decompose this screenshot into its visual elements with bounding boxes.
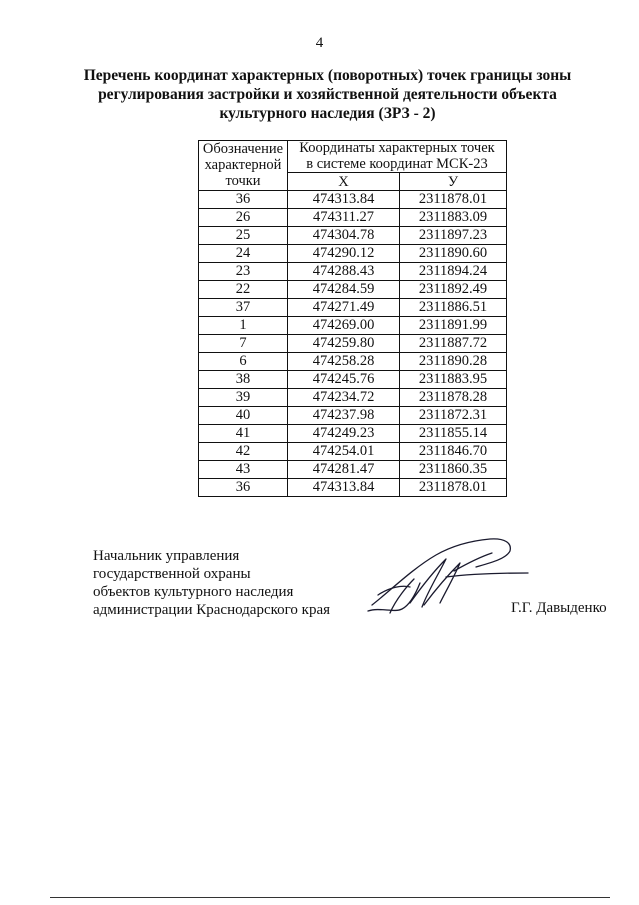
x-cell: 474288.43 — [288, 263, 400, 281]
header-point-line: характерной — [204, 157, 282, 173]
point-cell: 39 — [199, 389, 288, 407]
position-line: объектов культурного наследия — [93, 584, 294, 600]
table-row — [199, 443, 507, 461]
x-cell: 474284.59 — [288, 281, 400, 299]
point-cell: 6 — [199, 353, 288, 371]
y-cell: 2311892.49 — [400, 281, 507, 299]
x-cell: 474290.12 — [288, 245, 400, 263]
x-cell: 474245.76 — [288, 371, 400, 389]
header-point-line: Обозначение — [202, 141, 284, 157]
point-cell: 38 — [199, 371, 288, 389]
table-row — [199, 353, 507, 371]
y-cell: 2311878.01 — [400, 479, 507, 497]
table-row — [199, 263, 507, 281]
y-cell: 2311894.24 — [400, 263, 507, 281]
x-cell: 474254.01 — [288, 443, 400, 461]
point-cell: 40 — [199, 407, 288, 425]
document-title — [80, 66, 575, 123]
point-cell: 36 — [199, 191, 288, 209]
y-cell: 2311883.09 — [400, 209, 507, 227]
point-cell: 7 — [199, 335, 288, 353]
table-row — [199, 389, 507, 407]
point-cell: 36 — [199, 479, 288, 497]
point-cell: 23 — [199, 263, 288, 281]
y-cell: 2311855.14 — [400, 425, 507, 443]
coordinates-table — [198, 140, 507, 497]
point-cell: 43 — [199, 461, 288, 479]
table-row — [199, 335, 507, 353]
x-cell: 474313.84 — [288, 191, 400, 209]
y-cell: 2311886.51 — [400, 299, 507, 317]
x-cell: 474271.49 — [288, 299, 400, 317]
table-row — [199, 245, 507, 263]
x-cell: 474237.98 — [288, 407, 400, 425]
x-cell: 474281.47 — [288, 461, 400, 479]
position-line: администрации Краснодарского края — [93, 602, 331, 618]
point-cell: 25 — [199, 227, 288, 245]
y-cell: 2311890.60 — [400, 245, 507, 263]
point-cell: 41 — [199, 425, 288, 443]
table-row — [199, 191, 507, 209]
x-cell: 474234.72 — [288, 389, 400, 407]
x-cell: 474259.80 — [288, 335, 400, 353]
header-point-line: точки — [225, 173, 261, 189]
x-cell: 474258.28 — [288, 353, 400, 371]
header-x: X — [288, 173, 400, 191]
x-cell: 474249.23 — [288, 425, 400, 443]
table-row — [199, 317, 507, 335]
y-cell: 2311846.70 — [400, 443, 507, 461]
title-line: Перечень координат характерных (поворотных) точек границы зоны — [83, 67, 572, 84]
position-line: Начальник управления — [93, 548, 240, 564]
y-cell: 2311890.28 — [400, 353, 507, 371]
page-number: 4 — [315, 35, 324, 51]
point-cell: 37 — [199, 299, 288, 317]
header-point-designation — [199, 141, 288, 191]
title-line: культурного наследия (ЗРЗ - 2) — [219, 105, 436, 122]
x-cell: 474311.27 — [288, 209, 400, 227]
header-coord-line: в системе координат МСК-23 — [306, 155, 488, 172]
table-row — [199, 209, 507, 227]
table-row — [199, 281, 507, 299]
signer-name: Г.Г. Давыденко — [511, 600, 607, 616]
handwritten-signature-icon — [350, 533, 530, 628]
bottom-divider — [50, 897, 610, 898]
header-coordinates — [288, 141, 507, 173]
y-cell: 2311891.99 — [400, 317, 507, 335]
y-cell: 2311887.72 — [400, 335, 507, 353]
point-cell: 24 — [199, 245, 288, 263]
y-cell: 2311897.23 — [400, 227, 507, 245]
header-coord-line: Координаты характерных точек — [299, 140, 495, 156]
point-cell: 1 — [199, 317, 288, 335]
table-row — [199, 425, 507, 443]
table-body — [199, 191, 507, 497]
title-line: регулирования застройки и хозяйственной деятельности объекта — [98, 86, 557, 103]
table-row — [199, 299, 507, 317]
point-cell: 42 — [199, 443, 288, 461]
table-header-row — [199, 141, 507, 173]
y-cell: 2311878.01 — [400, 191, 507, 209]
y-cell: 2311860.35 — [400, 461, 507, 479]
x-cell: 474313.84 — [288, 479, 400, 497]
table-row — [199, 479, 507, 497]
table-row — [199, 371, 507, 389]
x-cell: 474304.78 — [288, 227, 400, 245]
table-row — [199, 461, 507, 479]
point-cell: 22 — [199, 281, 288, 299]
header-y: У — [400, 173, 507, 191]
position-line: государственной охраны — [93, 566, 251, 582]
point-cell: 26 — [199, 209, 288, 227]
y-cell: 2311872.31 — [400, 407, 507, 425]
table-row — [199, 407, 507, 425]
y-cell: 2311878.28 — [400, 389, 507, 407]
y-cell: 2311883.95 — [400, 371, 507, 389]
signatory-position — [93, 547, 330, 619]
x-cell: 474269.00 — [288, 317, 400, 335]
table-row — [199, 227, 507, 245]
